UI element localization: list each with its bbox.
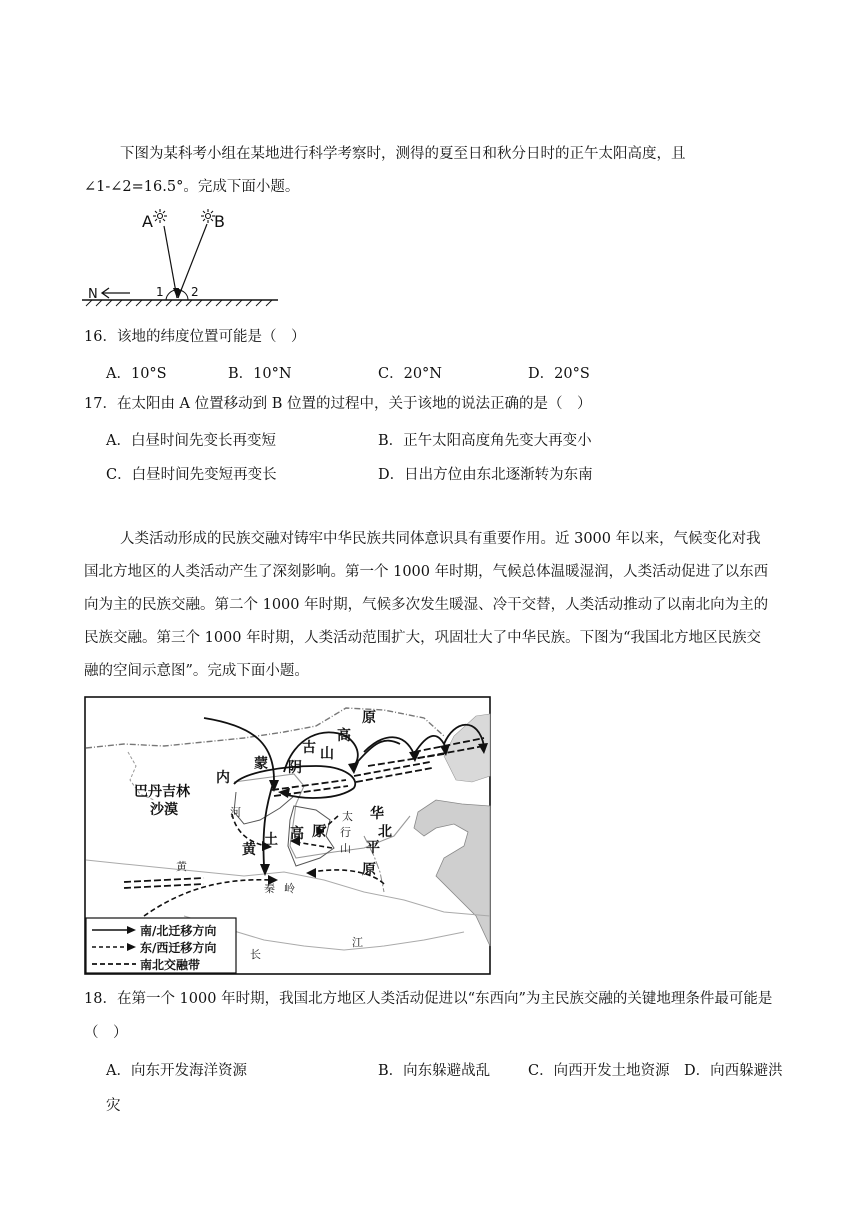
- label-a: A: [142, 212, 153, 231]
- q16-option-a[interactable]: A．10°S: [106, 366, 167, 382]
- map-label-gao-top: 高: [337, 728, 351, 744]
- map-label-hang: 行: [340, 826, 351, 839]
- q16-stem: 16．该地的纬度位置可能是（ ）: [84, 329, 306, 345]
- map-label-jiang: 江: [352, 936, 363, 949]
- map-label-huang: 黄: [242, 842, 256, 858]
- intro2-line1: 人类活动形成的民族交融对铸牢中华民族共同体意识具有重要作用。近 3000 年以来，气候变化对我: [120, 531, 761, 547]
- intro2-line4: 民族交融。第三个 1000 年时期，人类活动范围扩大，巩固壮大了中华民族。下图为“我国北方地区民族交: [84, 630, 762, 646]
- sun-altitude-diagram: [80, 204, 290, 308]
- map-label-badan: 巴丹吉林: [134, 784, 190, 800]
- map-label-chang: 长: [250, 948, 261, 961]
- label-b: B: [214, 212, 225, 231]
- q18-option-a[interactable]: A．向东开发海洋资源: [106, 1063, 247, 1079]
- ethnic-fusion-map: [84, 696, 492, 976]
- sun-a-icon: [153, 209, 167, 223]
- q17-stem: 17．在太阳由 A 位置移动到 B 位置的过程中，关于该地的说法正确的是（ ）: [84, 396, 592, 412]
- legend-ew-migration: 东/西迁移方向: [140, 941, 217, 955]
- map-label-qin: 秦: [264, 882, 275, 895]
- intro2-line2: 国北方地区的人类活动产生了深刻影响。第一个 1000 年时期，气候总体温暖湿润，人类活动促进了以东西: [84, 564, 769, 580]
- map-label-tu: 土: [264, 832, 278, 848]
- q18-stem-line2: （ ）: [84, 1025, 128, 1041]
- intro2-line5: 融的空间示意图”。完成下面小题。: [84, 663, 309, 679]
- intro2-line3: 向为主的民族交融。第二个 1000 年时期，气候多次发生暖湿、冷干交替，人类活动推动了以南北向为主的: [84, 597, 769, 613]
- legend-ns-migration: 南/北迁移方向: [140, 924, 217, 938]
- map-label-he: 河: [230, 806, 241, 819]
- q18-option-b[interactable]: B．向东躲避战乱: [378, 1063, 491, 1079]
- map-label-ling: 岭: [284, 882, 295, 895]
- q16-option-d[interactable]: D．20°S: [528, 366, 590, 382]
- map-label-gu: 古: [302, 740, 316, 756]
- map-label-shan: 山: [320, 746, 334, 762]
- map-label-shamo: 沙漠: [150, 802, 178, 818]
- q17-option-a[interactable]: A．白昼时间先变长再变短: [106, 433, 276, 449]
- map-label-ping: 平: [366, 840, 380, 856]
- q16-option-c[interactable]: C．20°N: [378, 366, 442, 382]
- map-label-gao2: 高: [290, 826, 304, 842]
- intro1-line2: ∠1-∠2=16.5°。完成下面小题。: [84, 179, 300, 195]
- sun-b-icon: [201, 209, 215, 223]
- angle-1-label: 1: [156, 285, 164, 299]
- map-label-shan2: 山: [340, 842, 351, 855]
- map-label-meng: 蒙: [254, 756, 268, 772]
- map-label-huang2: 黄: [176, 860, 187, 873]
- q17-option-d[interactable]: D．日出方位由东北逐渐转为东南: [378, 467, 593, 483]
- intro1-line1: 下图为某科考小组在某地进行科学考察时，测得的夏至日和秋分日时的正午太阳高度，且: [120, 146, 686, 162]
- q18-stem-line1: 18．在第一个 1000 年时期，我国北方地区人类活动促进以“东西向”为主民族交融的关键地理条件最可能是: [84, 991, 773, 1007]
- q16-option-b[interactable]: B．10°N: [228, 366, 292, 382]
- angle-2-label: 2: [191, 285, 199, 299]
- q18-option-c[interactable]: C．向西开发土地资源: [528, 1063, 670, 1079]
- map-label-hua: 华: [370, 806, 384, 822]
- q18-option-d[interactable]: D．向西躲避洪: [684, 1063, 783, 1079]
- legend-fusion-zone: 南北交融带: [140, 958, 201, 972]
- q17-option-b[interactable]: B．正午太阳高度角先变大再变小: [378, 433, 592, 449]
- map-label-yuan3: 原: [362, 862, 376, 878]
- q17-option-c[interactable]: C．白昼时间先变短再变长: [106, 467, 277, 483]
- map-legend: [86, 918, 236, 973]
- map-label-yuan2: 原: [312, 824, 326, 840]
- map-label-lang: 阴: [288, 760, 302, 776]
- map-label-bei: 北: [378, 824, 392, 840]
- map-label-nei: 内: [216, 770, 230, 786]
- q18-option-d-continued: 灾: [106, 1098, 121, 1114]
- label-n: N: [88, 287, 98, 302]
- map-label-yuan-top: 原: [362, 710, 376, 726]
- map-label-tai: 太: [342, 810, 353, 823]
